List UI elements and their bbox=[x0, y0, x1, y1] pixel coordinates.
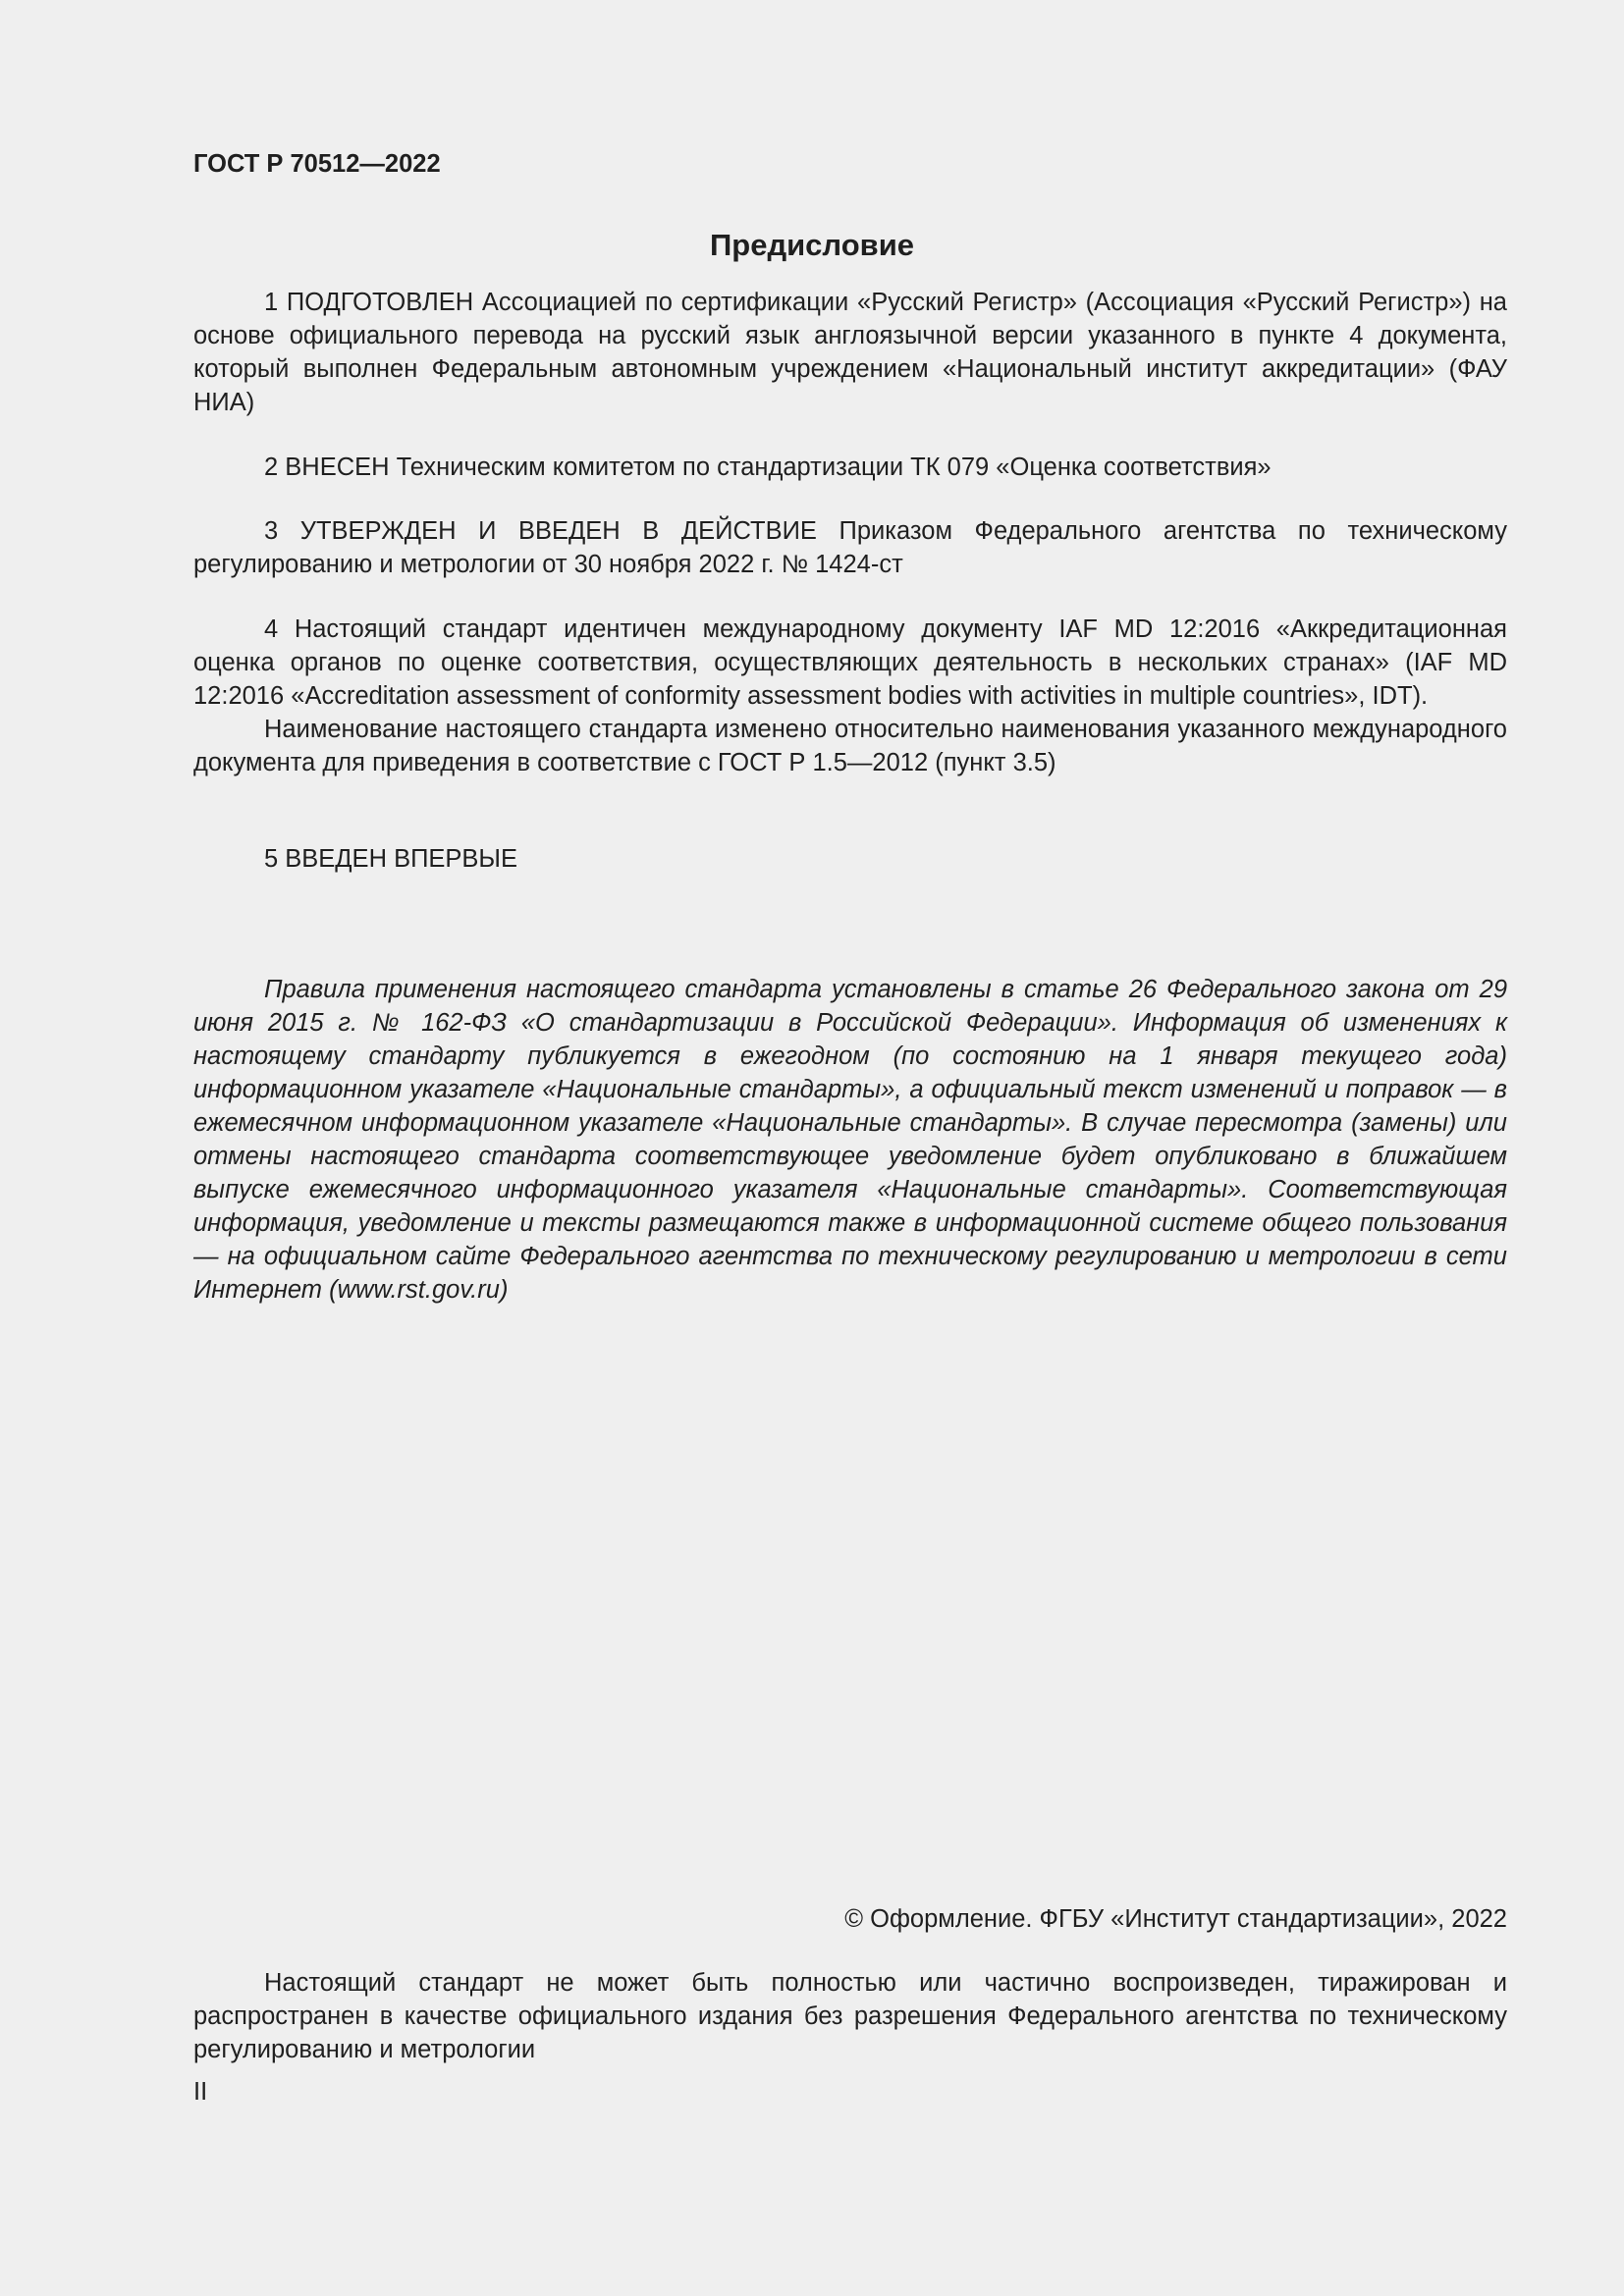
foreword-item-3 bbox=[193, 514, 1507, 581]
standard-code-header: ГОСТ Р 70512—2022 bbox=[193, 150, 441, 178]
foreword-item-5 bbox=[193, 842, 1507, 876]
foreword-item-3-text: 3 УТВЕРЖДЕН И ВВЕДЕН В ДЕЙСТВИЕ Приказом Федерального агентства по техническому регулированию и метрологии от 30 ноября 2022 г. № 1424-ст bbox=[193, 517, 1507, 578]
foreword-item-2 bbox=[193, 451, 1507, 484]
page-title: Предисловие bbox=[709, 228, 914, 262]
foreword-item-4-text: 4 Настоящий стандарт идентичен международному документу IAF MD 12:2016 «Аккредитационная оценка органов по оценке соответствия, осуществляющих деятельность в нескольких странах» (IAF MD 12:2016 «Accreditation assessment of conformity assessment bodies with activities in multiple countries», IDT). bbox=[193, 615, 1507, 710]
application-rules-notice bbox=[193, 973, 1507, 1307]
copyright-line: © Оформление. ФГБУ «Институт стандартизации», 2022 bbox=[844, 1905, 1507, 1933]
application-rules-text: Правила применения настоящего стандарта установлены в статье 26 Федерального закона от 29 июня 2015 г. № 162-ФЗ «О стандартизации в Российской Федерации». Информация об изменениях к настоящему стандарту публикуется в ежегодном (по состоянию на 1 января текущего года) информационном указателе «Национальные стандарты», а официальный текст изменений и поправок — в ежемесячном информационном указателе «Национальные стандарты». В случае пересмотра (замены) или отмены настоящего стандарта соответствующее уведомление будет опубликовано в ближайшем выпуске ежемесячного информационного указателя «Национальные стандарты». Соответствующая информация, уведомление и тексты размещаются также в информационной системе общего пользования — на официальном сайте Федерального агентства по техническому регулированию и метрологии в сети Интернет (www.rst.gov.ru) bbox=[193, 976, 1507, 1304]
foreword-item-2-text: 2 ВНЕСЕН Техническим комитетом по стандартизации ТК 079 «Оценка соответствия» bbox=[264, 454, 1272, 481]
page-number: II bbox=[193, 2078, 208, 2106]
foreword-item-5-text: 5 ВВЕДЕН ВПЕРВЫЕ bbox=[264, 845, 518, 873]
foreword-item-4-note: Наименование настоящего стандарта изменено относительно наименования указанного международного документа для приведения в соответствие с ГОСТ Р 1.5—2012 (пункт 3.5) bbox=[193, 716, 1507, 776]
foreword-item-1-text: 1 ПОДГОТОВЛЕН Ассоциацией по сертификации «Русский Регистр» (Ассоциация «Русский Регистр») на основе официального перевода на русский язык англоязычной версии указанного в пункте 4 документа, который выполнен Федеральным автономным учреждением «Национальный институт аккредитации» (ФАУ НИА) bbox=[193, 289, 1507, 416]
reproduction-notice-text: Настоящий стандарт не может быть полностью или частично воспроизведен, тиражирован и распространен в качестве официального издания без разрешения Федерального агентства по техническому регулированию и метрологии bbox=[193, 1969, 1507, 2063]
reproduction-notice bbox=[193, 1966, 1507, 2066]
foreword-item-1 bbox=[193, 286, 1507, 419]
foreword-item-4 bbox=[193, 613, 1507, 779]
